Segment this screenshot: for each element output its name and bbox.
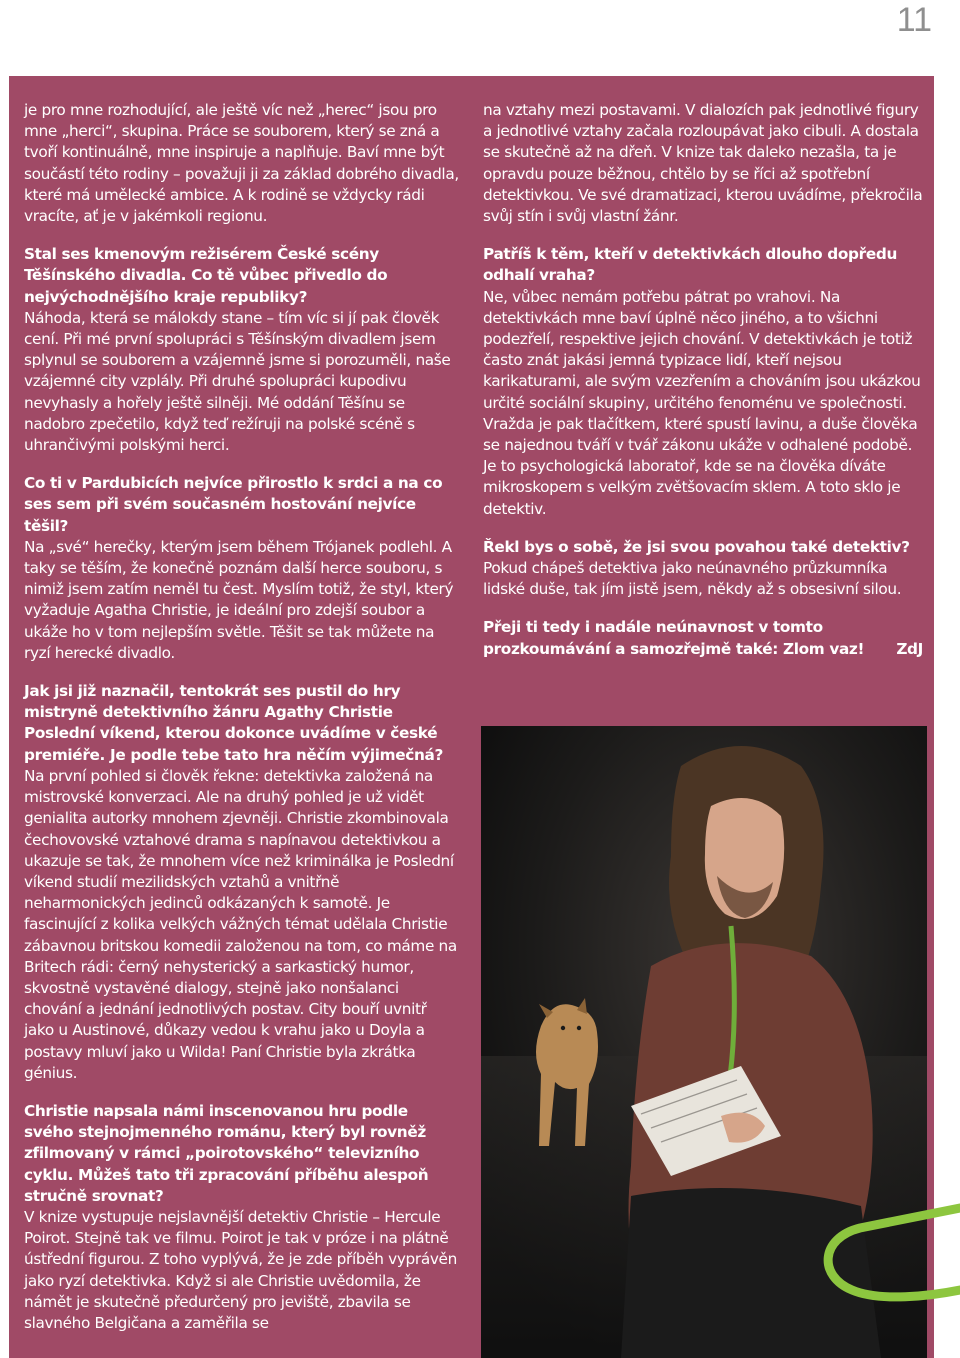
question-text: Stal ses kmenovým režisérem České scény Těšínského divadla. Co tě vůbec přivedlo do nejvýchodnějšího kraje republiky? (24, 245, 388, 306)
answer-text: Na první pohled si člověk řekne: detektivka založená na mistrovské konverzaci. Ale na druhý pohled je už vidět genialita autorky mnohem zjevněji. Christie zkombinovala čechovovské vztahové drama s napínavou detektivkou a ukazuje se tak, že mnohem více než kriminálka je Poslední víkend studií mezilidských vztahů a vnitřně neharmonických jedinců odkázaných k samotě. Je fascinující z kolika velkých vážných témat udělala Christie zábavnou britskou komedii založenou na tom, co máme na Britech rádi: černý nehysterický a sarkastický humor, skvostně vystavěné dialogy, stejně jako nonšalanci chování a jednání jednotlivých postav. City bouří uvnitř jako u Austinové, důkazy vedou k vrahu jako u Doyla a postavy mluví jako u Wilda! Paní Christie byla zkrátka génius. (24, 766, 457, 1082)
closing-block (483, 617, 923, 659)
left-column (24, 100, 460, 1351)
question-text: Christie napsala námi inscenovanou hru podle svého stejnojmenného románu, který byl rovněž zfilmovaný v rámci „poirotovského“ televizního cyklu. Můžeš tato tři zpracování příběhu alespoň stručně srovnat? (24, 1101, 429, 1205)
continued-answer (483, 100, 923, 227)
answer-text: V knize vystupuje nejslavnější detektiv Christie – Hercule Poirot. Stejně tak ve filmu. Poirot je tak v próze i na plátně ústřední figurou. Z toho vyplývá, že je zde příběh vyprávěn jako ryzí detektivka. Když si ale Christie uvědomila, že námět je skutečně předurčený pro jeviště, zbavila se slavného Belgičana a zaměřila se (24, 1207, 457, 1332)
answer-text: je pro mne rozhodující, ale ještě víc než „herec“ jsou pro mne „herci“, skupina. Práce se souborem, který se zná a tvoří kontinuálně, mne inspiruje a naplňuje. Baví mne být součástí této rodiny – považuji ji za základ dobrého divadla, které má umělecké ambice. A k rodině se vždycky rádi vracíte, ať je v jakémkoli regionu. (24, 101, 459, 226)
closing-line (483, 617, 923, 659)
rehearsal-photo (481, 726, 927, 1358)
page-number: 11 (896, 1, 932, 39)
right-column (483, 100, 923, 677)
closing-text: Přeji ti tedy i nadále neúnavnost v tomto prozkoumávání a samozřejmě také: Zlom vaz! (483, 618, 865, 658)
question-text: Patříš k těm, kteří v detektivkách dlouho dopředu odhalí vraha? (483, 245, 898, 285)
answer-text: Ne, vůbec nemám potřebu pátrat po vrahovi. Na detektivkách mne baví úplně něco jiného, a to všichni podezřelí, respektive jejich chování. V detektivkách je totiž často znát jakási jemná typizace lidí, kteří nejsou karikaturami, ale svým vzezřením a chováním jsou ukázkou určité sociální skupiny, určitého fenoménu ve společnosti. Vražda je pak tlačítkem, které spustí lavinu, a duše člověka se najednou tváří v tvář zákonu ukáže v odhalené podobě. Je to psychologická laboratoř, kde se na člověka díváte mikroskopem s velkým zvětšovacím sklem. A toto sklo je detektiv. (483, 287, 921, 518)
question-text: Co ti v Pardubicích nejvíce přirostlo k srdci a na co ses sem při svém současném hostování nejvíce těšil? (24, 474, 443, 535)
qa-block (24, 473, 460, 664)
qa-block (483, 244, 923, 520)
author-signature: ZdJ (896, 639, 923, 658)
qa-block (24, 1101, 460, 1334)
answer-text: Na „své“ herečky, kterým jsem během Trójanek podlehl. A taky se těším, že konečně poznám další herce souboru, s nimiž jsem zatím neměl tu čest. Myslím totiž, že styl, který vyžaduje Agatha Christie, je ideální pro zdejší soubor a ukáže ho v tom nejlepším světle. Těšit se tak můžete na ryzí herecké divadlo. (24, 537, 454, 662)
intro-continuation (24, 100, 460, 227)
answer-text: na vztahy mezi postavami. V dialozích pak jednotlivé figury a jednotlivé vztahy začala rozloupávat jako cibuli. A dostala se skutečně až na dřeň. V knize tak daleko nezašla, ta je opravdu pouze běžnou, chtělo by se říci až spotřební detektivkou. Ve své dramatizaci, kterou uvádíme, překročila svůj stín i svůj vlastní žánr. (483, 101, 923, 226)
qa-block (24, 244, 460, 456)
qa-block (24, 681, 460, 1084)
photo-illustration (481, 726, 927, 1358)
qa-block (483, 537, 923, 601)
answer-text: Pokud chápeš detektiva jako neúnavného průzkumníka lidské duše, tak jím jistě jsem, někdy až s obsesivní silou. (483, 559, 902, 599)
question-text: Řekl bys o sobě, že jsi svou povahou také detektiv? (483, 537, 910, 556)
question-text: Jak jsi již naznačil, tentokrát ses pustil do hry mistryně detektivního žánru Agathy Christie Poslední víkend, kterou dokonce uvádíme v české premiéře. Je podle tebe tato hra něčím výjimečná? (24, 682, 444, 764)
answer-text: Náhoda, která se málokdy stane – tím víc si jí pak člověk cení. Při mé první spolupráci s Těšínským divadlem jsem splynul se souborem a vzájemně jsme si porozuměli, naše vzájemné city vzplály. Při druhé spolupráci kupodivu nevyhasly a hořely ještě silněji. Mé oddání Těšínu se nadobro zpečetilo, když teď režíruji na polské scéně s uhrančivými polskými herci. (24, 308, 451, 455)
article-panel (9, 76, 934, 1358)
